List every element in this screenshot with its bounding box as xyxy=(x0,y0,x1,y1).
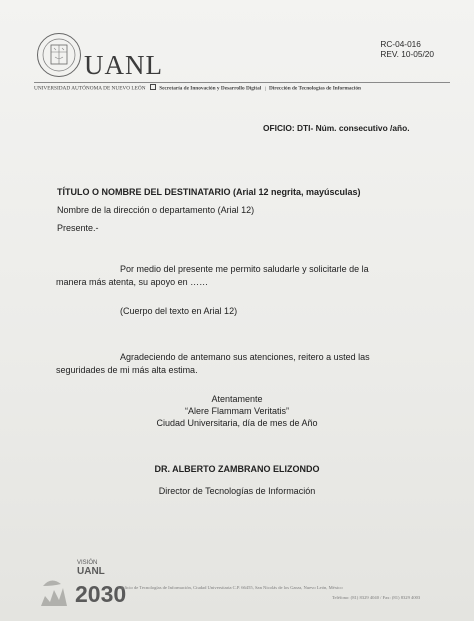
vision-year: 2030 xyxy=(75,581,127,607)
footer-phones: Teléfono: (81) 8329 4040 / Fax: (81) 8329 4003 xyxy=(332,595,421,600)
signer-name: DR. ALBERTO ZAMBRANO ELIZONDO xyxy=(154,464,320,474)
recipient-department: Nombre de la dirección o departamento (Arial 12) xyxy=(57,205,255,215)
vision-label: VISIÓN xyxy=(77,560,98,566)
signer-title: Director de Tecnologías de Información xyxy=(158,486,316,496)
uanl-wordmark: UANL xyxy=(84,50,163,80)
oficio-number: OFICIO: DTI- Núm. consecutivo /año. xyxy=(263,123,410,133)
document-code: RC-04-016 xyxy=(380,39,421,49)
header-separator: | xyxy=(264,85,266,92)
paragraph-1-line-2: manera más atenta, su apoyo en …… xyxy=(56,277,209,287)
greeting: Presente.- xyxy=(57,223,99,233)
uanl-seal-logo xyxy=(36,32,82,78)
motto: “Alere Flammam Veritatis” xyxy=(184,406,290,416)
vision-2030-logo xyxy=(37,556,127,610)
secretariat-name: Secretaría de Innovación y Desarrollo Digital xyxy=(159,85,262,92)
checkbox-icon xyxy=(150,84,156,90)
closing: Atentamente xyxy=(211,394,263,404)
document-code-block xyxy=(380,39,434,59)
body-placeholder: (Cuerpo del texto en Arial 12) xyxy=(120,306,238,316)
paragraph-2-line-2: seguridades de mi más alta estima. xyxy=(56,365,198,375)
place-and-date: Ciudad Universitaria, día de mes de Año xyxy=(156,418,318,428)
vision-org: UANL xyxy=(77,566,105,577)
university-name: UNIVERSIDAD AUTÓNOMA DE NUEVO LEÓN xyxy=(34,85,146,92)
recipient-title: TÍTULO O NOMBRE DEL DESTINATARIO (Arial 12 negrita, mayúsculas) xyxy=(57,187,361,197)
footer-address: Edificio de Tecnologías de Información, Ciudad Universitaria C.P. 66455, San Nicolás de los Garza, Nuevo León, México xyxy=(118,585,343,590)
document-revision: REV. 10-05/20 xyxy=(380,49,434,59)
dependency-line xyxy=(34,84,361,92)
direction-name: Dirección de Tecnologías de Información xyxy=(268,85,361,92)
paragraph-1-line-1: Por medio del presente me permito saludarle y solicitarle de la xyxy=(120,264,369,274)
header-divider xyxy=(34,82,450,83)
paragraph-2-line-1: Agradeciendo de antemano sus atenciones, reitero a usted las xyxy=(120,352,370,362)
